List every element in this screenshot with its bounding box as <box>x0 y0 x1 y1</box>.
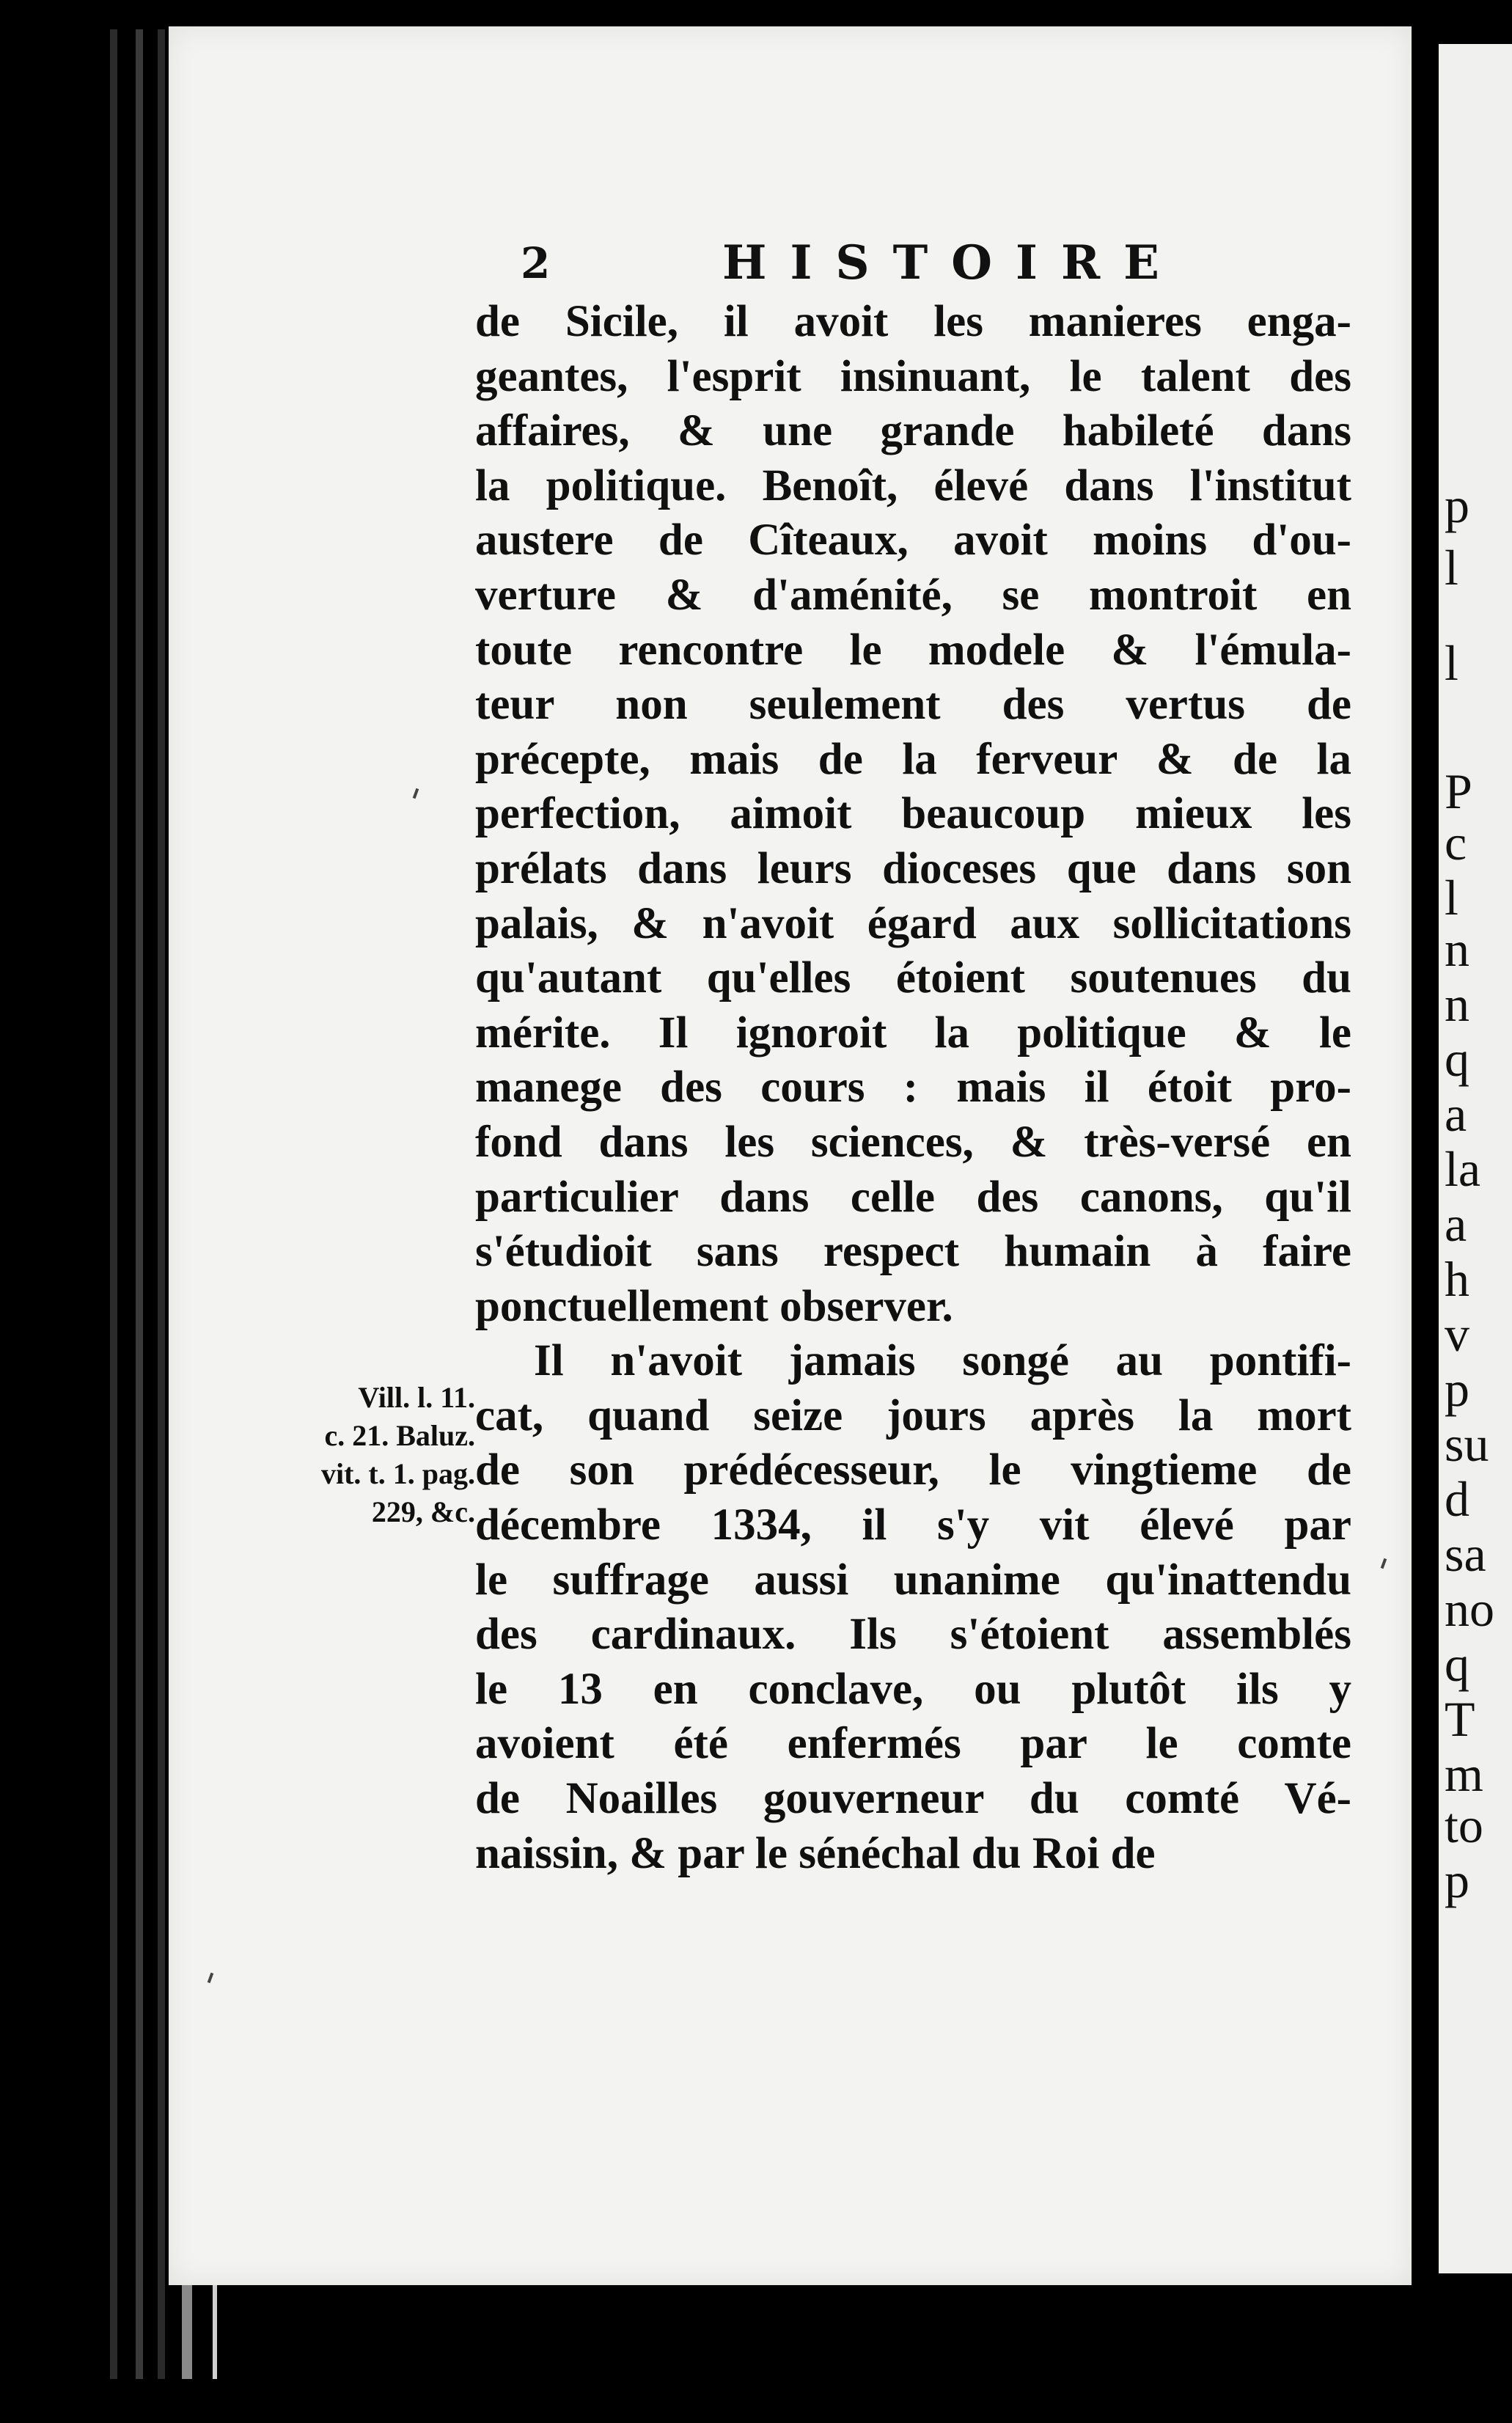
right-page-letter: l <box>1445 635 1458 691</box>
right-page-letter: no <box>1445 1581 1494 1637</box>
right-page-letter: p <box>1445 1852 1469 1908</box>
margin-note-line: Vill. l. 11. <box>358 1381 475 1414</box>
text-line: verture & d'aménité, se montroit en <box>475 570 1351 620</box>
right-page-letter: v <box>1445 1306 1469 1362</box>
right-page-letter: a <box>1445 1196 1467 1252</box>
text-line: austere de Cîteaux, avoit moins d'ou- <box>475 516 1351 565</box>
text-line: prélats dans leurs dioceses que dans son <box>475 843 1351 893</box>
text-line: perfection, aimoit beaucoup mieux les <box>475 789 1351 839</box>
text-line: le suffrage aussi unanime qu'inattendu <box>475 1555 1351 1605</box>
right-page-letter: q <box>1445 1031 1469 1087</box>
right-page-letter: l <box>1445 540 1458 595</box>
text-line: décembre 1334, il s'y vit élevé par <box>475 1500 1351 1550</box>
text-line: naissin, & par le sénéchal du Roi de <box>475 1828 1156 1878</box>
book-edge-stripe <box>136 29 143 2379</box>
margin-note-line: 229, &c. <box>371 1495 475 1528</box>
text-line: teur non seulement des vertus de <box>475 680 1351 730</box>
text-line: précepte, mais de la ferveur & de la <box>475 734 1351 784</box>
text-line: mérite. Il ignoroit la politique & le <box>475 1008 1351 1057</box>
margin-note-line: vit. t. 1. pag. <box>321 1457 475 1490</box>
right-page-letter: q <box>1445 1636 1469 1692</box>
right-page-edge <box>1439 44 1512 2273</box>
page-number: 2 <box>521 238 551 288</box>
text-line: s'étudioit sans respect humain à faire <box>475 1227 1351 1277</box>
right-page-letter: p <box>1445 477 1469 533</box>
text-line: toute rencontre le modele & l'émula- <box>475 625 1351 675</box>
right-page-letter: c <box>1445 815 1467 870</box>
book-edge-stripe <box>158 29 165 2379</box>
right-page-letter: la <box>1445 1141 1481 1197</box>
text-line: de son prédécesseur, le vingtieme de <box>475 1445 1351 1495</box>
right-page-letter: P <box>1445 763 1472 819</box>
text-line: fond dans les sciences, & très-versé en <box>475 1117 1351 1167</box>
right-page-letter: su <box>1445 1416 1489 1472</box>
text-line: geantes, l'esprit insinuant, le talent des <box>475 351 1351 401</box>
right-page-letter: m <box>1445 1746 1483 1802</box>
text-line: qu'autant qu'elles étoient soutenues du <box>475 953 1351 1003</box>
right-page-letter: n <box>1445 976 1469 1032</box>
text-line: de Sicile, il avoit les manieres enga- <box>475 297 1351 346</box>
text-line: palais, & n'avoit égard aux sollicitations <box>475 898 1351 948</box>
text-line: particulier dans celle des canons, qu'il <box>475 1172 1351 1222</box>
text-line: de Noailles gouverneur du comté Vé- <box>475 1774 1351 1824</box>
right-page-letter: p <box>1445 1361 1469 1417</box>
right-page-letter: d <box>1445 1471 1469 1527</box>
text-line: cat, quand seize jours après la mort <box>475 1390 1351 1440</box>
text-line: ponctuellement observer. <box>475 1281 953 1331</box>
margin-note-line: c. 21. Baluz. <box>324 1419 475 1452</box>
right-page-letter: to <box>1445 1797 1483 1853</box>
text-line: le 13 en conclave, ou plutôt ils y <box>475 1664 1351 1714</box>
right-page-letter: sa <box>1445 1526 1486 1582</box>
text-line: Il n'avoit jamais songé au pontifi- <box>534 1336 1351 1386</box>
text-line: affaires, & une grande habileté dans <box>475 406 1351 456</box>
right-page-letter: a <box>1445 1086 1467 1142</box>
right-page-letter: l <box>1445 870 1458 925</box>
text-line: avoient été enfermés par le comte <box>475 1719 1351 1769</box>
text-line: manege des cours : mais il étoit pro- <box>475 1063 1351 1112</box>
right-page-letter: T <box>1445 1691 1475 1747</box>
book-edge-stripe <box>110 29 117 2379</box>
right-page-letter: n <box>1445 921 1469 977</box>
body-text <box>475 295 1351 1881</box>
margin-note <box>263 1379 475 1531</box>
text-line: des cardinaux. Ils s'étoient assemblés <box>475 1610 1351 1660</box>
running-title: HISTOIRE <box>722 235 1183 290</box>
text-line: la politique. Benoît, élevé dans l'institut <box>475 461 1351 510</box>
right-page-fragments <box>1439 44 1512 2273</box>
right-page-letter: h <box>1445 1251 1469 1307</box>
